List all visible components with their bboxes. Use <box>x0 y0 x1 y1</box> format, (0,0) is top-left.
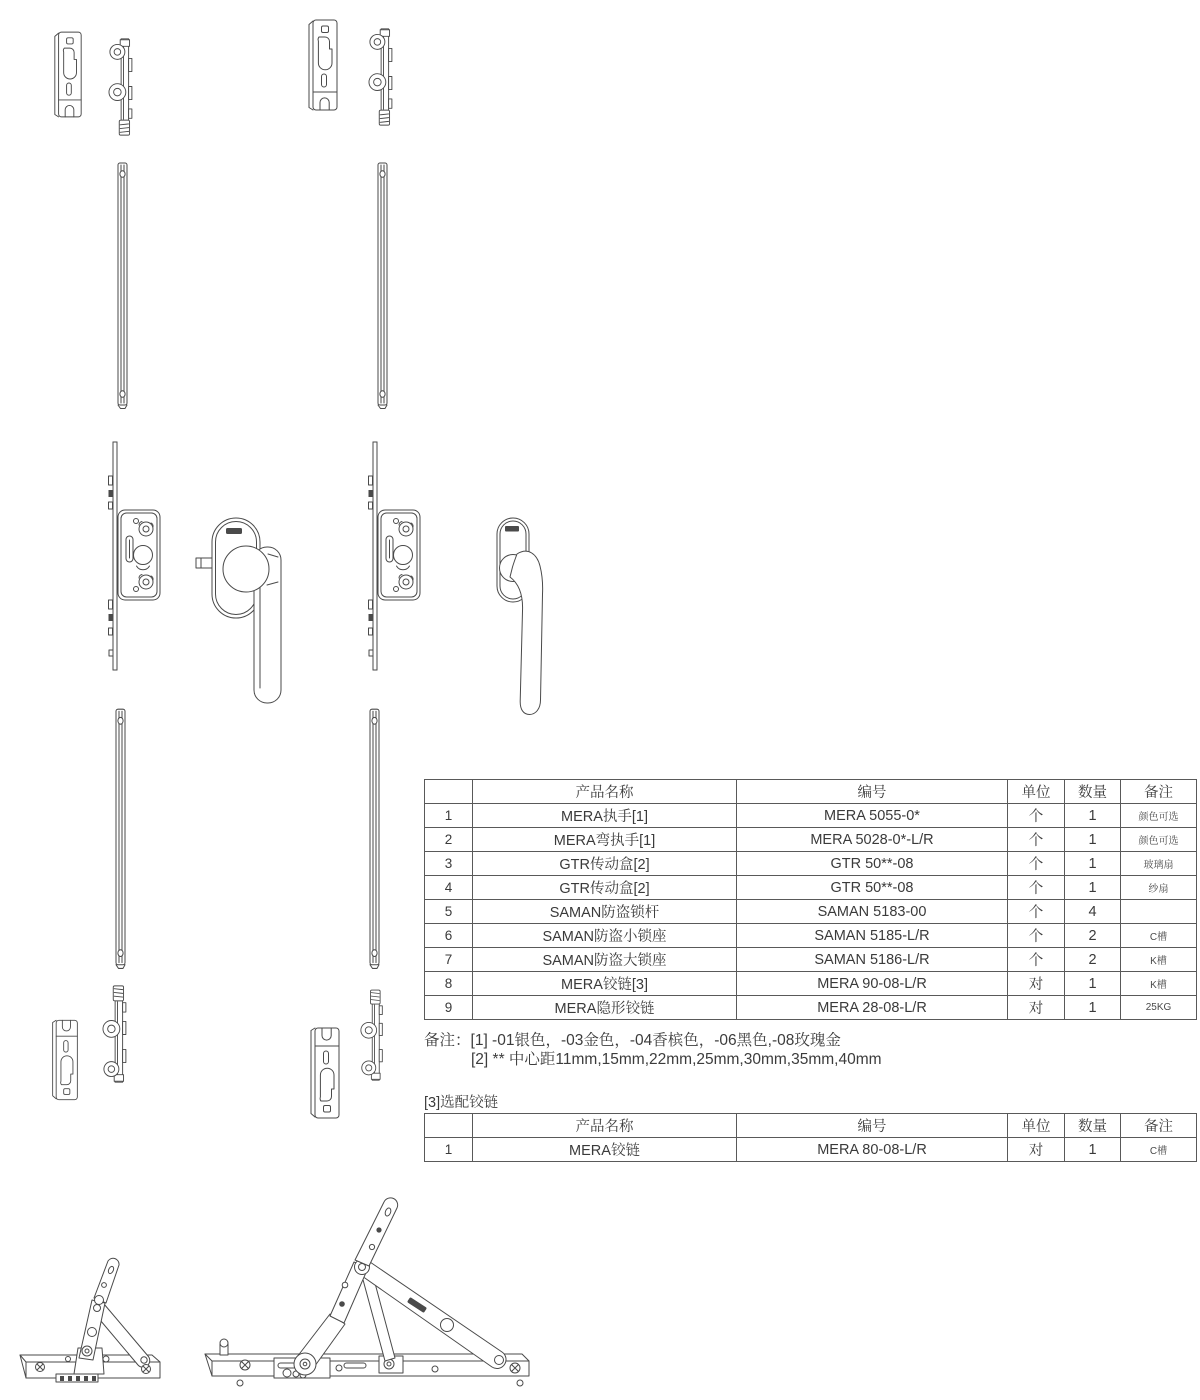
lock-keeper-drawing-top-right <box>306 18 340 112</box>
handle-drawing-side-view <box>494 516 546 718</box>
transmission-rod-drawing-upper-left <box>112 160 132 410</box>
parts-table <box>424 779 1197 1020</box>
cell-remark <box>1121 900 1197 924</box>
col-header-qty: 数量 <box>1065 780 1121 804</box>
cell-product-name: SAMAN防盗锁杆 <box>473 900 737 924</box>
cell-code: SAMAN 5185-L/R <box>737 924 1008 948</box>
table-row <box>425 924 1197 948</box>
cell-code: MERA 90-08-L/R <box>737 972 1008 996</box>
table-row <box>425 852 1197 876</box>
lock-keeper-drawing-bottom-right <box>308 1026 342 1120</box>
note-text-1: [1] -01银色，-03金色，-04香槟色，-06黑色,-08玫瑰金 <box>470 1032 841 1049</box>
cell-unit: 个 <box>1008 828 1065 852</box>
cell-qty: 4 <box>1065 900 1121 924</box>
cell-unit: 个 <box>1008 876 1065 900</box>
cell-product-name: MERA铰链 <box>473 1138 737 1162</box>
cell-unit: 个 <box>1008 900 1065 924</box>
transmission-rod-drawing-lower-right <box>364 706 384 970</box>
optional-hinge-section-title: [3]选配铰链 <box>424 1095 499 1111</box>
cell-product-name: MERA隐形铰链 <box>473 996 737 1020</box>
lock-keeper-drawing-top-left <box>52 30 84 119</box>
lock-rod-piece-drawing-top-right <box>368 26 398 127</box>
cell-qty: 1 <box>1065 828 1121 852</box>
lock-keeper-drawing-bottom-left <box>50 1016 80 1104</box>
cell-code: SAMAN 5186-L/R <box>737 948 1008 972</box>
col-header-index <box>425 1114 473 1138</box>
col-header-product-name: 产品名称 <box>473 780 737 804</box>
cell-qty: 2 <box>1065 948 1121 972</box>
cell-index: 8 <box>425 972 473 996</box>
cell-remark: 玻璃扇 <box>1121 852 1197 876</box>
note-line-2 <box>424 1050 882 1069</box>
col-header-code: 编号 <box>737 780 1008 804</box>
cell-unit: 个 <box>1008 924 1065 948</box>
cell-remark: 25KG <box>1121 996 1197 1020</box>
lock-rod-piece-drawing-bottom-left <box>102 984 132 1085</box>
cell-remark: K槽 <box>1121 948 1197 972</box>
table-row <box>425 828 1197 852</box>
col-header-qty: 数量 <box>1065 1114 1121 1138</box>
cell-product-name: GTR传动盒[2] <box>473 852 737 876</box>
cell-index: 4 <box>425 876 473 900</box>
transmission-rod-drawing-lower-left <box>110 706 130 970</box>
cell-qty: 1 <box>1065 876 1121 900</box>
cell-product-name: GTR传动盒[2] <box>473 876 737 900</box>
cell-product-name: MERA弯执手[1] <box>473 828 737 852</box>
cell-index: 1 <box>425 1138 473 1162</box>
note-label: 备注： <box>424 1032 471 1049</box>
cell-remark: C槽 <box>1121 924 1197 948</box>
cell-remark: 颜色可选 <box>1121 828 1197 852</box>
col-header-remark: 备注 <box>1121 1114 1197 1138</box>
friction-hinge-drawing-large <box>202 1192 532 1392</box>
handle-drawing-front-view <box>194 516 286 712</box>
cell-unit: 对 <box>1008 1138 1065 1162</box>
cell-index: 2 <box>425 828 473 852</box>
cell-qty: 1 <box>1065 1138 1121 1162</box>
cell-index: 5 <box>425 900 473 924</box>
cell-qty: 1 <box>1065 804 1121 828</box>
cell-qty: 1 <box>1065 972 1121 996</box>
table-notes <box>424 1031 882 1069</box>
col-header-unit: 单位 <box>1008 780 1065 804</box>
cell-code: SAMAN 5183-00 <box>737 900 1008 924</box>
cell-product-name: MERA执手[1] <box>473 804 737 828</box>
cell-remark: 颜色可选 <box>1121 804 1197 828</box>
cell-unit: 个 <box>1008 852 1065 876</box>
optional-table-header-row <box>425 1114 1197 1138</box>
col-header-remark: 备注 <box>1121 780 1197 804</box>
cell-qty: 1 <box>1065 852 1121 876</box>
cell-code: MERA 5055-0* <box>737 804 1008 828</box>
col-header-index <box>425 780 473 804</box>
cell-code: GTR 50**-08 <box>737 876 1008 900</box>
cell-remark: 纱扇 <box>1121 876 1197 900</box>
cell-unit: 对 <box>1008 996 1065 1020</box>
cell-code: GTR 50**-08 <box>737 852 1008 876</box>
cell-code: MERA 28-08-L/R <box>737 996 1008 1020</box>
cell-product-name: MERA铰链[3] <box>473 972 737 996</box>
cell-index: 1 <box>425 804 473 828</box>
lock-rod-piece-drawing-bottom-right <box>360 986 388 1085</box>
transmission-rod-drawing-upper-right <box>372 160 392 410</box>
note-line-1 <box>424 1031 882 1050</box>
cell-remark: C槽 <box>1121 1138 1197 1162</box>
cell-qty: 2 <box>1065 924 1121 948</box>
cell-index: 7 <box>425 948 473 972</box>
parts-table-header-row <box>425 780 1197 804</box>
lock-rod-piece-drawing-top-left <box>108 36 138 137</box>
table-row <box>425 948 1197 972</box>
table-row <box>425 972 1197 996</box>
cell-unit: 个 <box>1008 948 1065 972</box>
cell-index: 6 <box>425 924 473 948</box>
col-header-unit: 单位 <box>1008 1114 1065 1138</box>
cell-code: MERA 80-08-L/R <box>737 1138 1008 1162</box>
table-row <box>425 1138 1197 1162</box>
cell-code: MERA 5028-0*-L/R <box>737 828 1008 852</box>
col-header-code: 编号 <box>737 1114 1008 1138</box>
table-row <box>425 996 1197 1020</box>
table-row <box>425 900 1197 924</box>
cell-unit: 对 <box>1008 972 1065 996</box>
gearbox-assembly-drawing-left <box>106 440 164 672</box>
optional-hinge-table <box>424 1113 1197 1162</box>
gearbox-assembly-drawing-right <box>366 440 424 672</box>
friction-hinge-drawing-small <box>18 1248 168 1388</box>
col-header-product-name: 产品名称 <box>473 1114 737 1138</box>
table-row <box>425 876 1197 900</box>
cell-remark: K槽 <box>1121 972 1197 996</box>
table-row <box>425 804 1197 828</box>
cell-product-name: SAMAN防盗小锁座 <box>473 924 737 948</box>
note-text-2: [2] ** 中心距11mm,15mm,22mm,25mm,30mm,35mm,40mm <box>471 1051 882 1068</box>
cell-unit: 个 <box>1008 804 1065 828</box>
cell-qty: 1 <box>1065 996 1121 1020</box>
cell-index: 9 <box>425 996 473 1020</box>
cell-product-name: SAMAN防盗大锁座 <box>473 948 737 972</box>
cell-index: 3 <box>425 852 473 876</box>
